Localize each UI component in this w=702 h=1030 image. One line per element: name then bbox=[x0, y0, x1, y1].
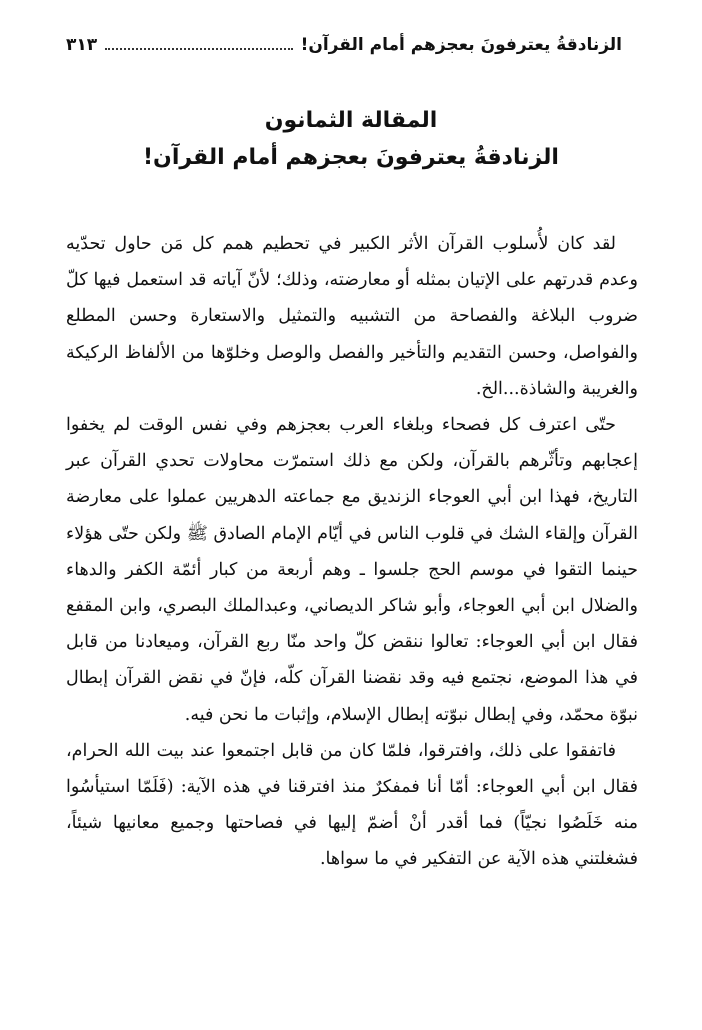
article-label: المقالة الثمانون bbox=[264, 108, 438, 133]
paragraph: لقد كان لأُسلوب القرآن الأثر الكبير في تحطيم همم كل مَن حاول تحدّيه وعدم قدرتهم على الإتيان بمثله أو معارضته، وذلك؛ لأنّ آياته قد استعمل فيها كلّ ضروب البلاغة والفصاحة من التشبيه والتمثيل والاستعارة وحسن المطلع والفواصل، وحسن التقديم والتأخير والفصل والوصل وخلوّها من الألفاظ الركيكة والغريبة والشاذة...الخ. bbox=[66, 234, 638, 399]
body-text bbox=[66, 226, 638, 878]
paragraph: حتّى اعترف كل فصحاء وبلغاء العرب بعجزهم وفي نفس الوقت لم يخفوا إعجابهم وتأثّرهم بالقرآن، ولكن مع ذلك استمرّت محاولات تحدي القرآن عبر التاريخ، فهذا ابن أبي العوجاء الزنديق مع جماعته الدهريين عملوا على معارضة القرآن وإلقاء الشك في قلوب الناس في أيّام الإمام الصادق ﷺ ولكن حتّى هؤلاء حينما التقوا في موسم الحج جلسوا ـ وهم أربعة من كبار أئمّة الكفر والدهاء والضلال ابن أبي العوجاء، وأبو شاكر الديصاني، وعبدالملك البصري، وابن المقفع فقال ابن أبي العوجاء: تعالوا ننقض كلّ واحد منّا ربع القرآن، وميعادنا من قابل في هذا الموضع، نجتمع فيه وقد نقضنا القرآن كلّه، فإنّ في نقض القرآن إبطال نبوّة محمّد، وفي إبطال نبوّته إبطال الإسلام، وإثبات ما نحن فيه. bbox=[66, 415, 638, 725]
dot-leader bbox=[105, 48, 292, 50]
running-title: الزنادقةُ يعترفونَ بعجزهم أمام القرآن! bbox=[300, 35, 622, 55]
page-number: ٣١٣ bbox=[66, 35, 98, 55]
article-title: الزنادقةُ يعترفونَ بعجزهم أمام القرآن! bbox=[143, 145, 559, 170]
running-header bbox=[66, 30, 622, 60]
paragraph: فاتفقوا على ذلك، وافترقوا، فلمّا كان من قابل اجتمعوا عند بيت الله الحرام، فقال ابن أبي العوجاء: أمّا أنا فمفكرٌ منذ افترقنا في هذه الآية: (فَلَمّا استيأسُوا منه خَلَصُوا نجيّاً) فما أقدر أنْ أضمّ إليها في فصاحتها وجميع معانيها شيئاً، فشغلتني هذه الآية عن التفكير في ما سواها. bbox=[66, 740, 638, 870]
